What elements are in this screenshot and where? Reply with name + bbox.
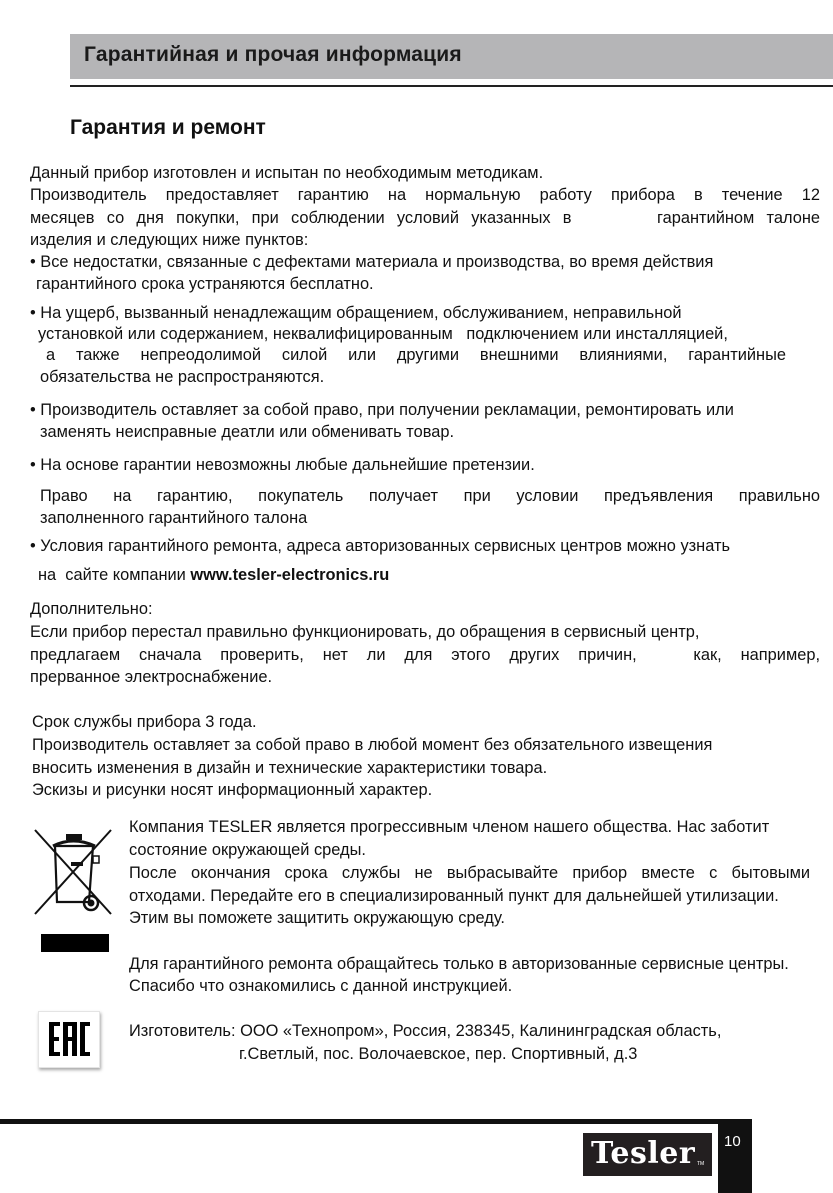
bullet-damage-line2: установкой или содержанием, неквалифицированным подключением или инсталляцией,	[38, 325, 728, 343]
bullet-damage-line1: • На ущерб, вызванный ненадлежащим обращением, обслуживанием, неправильной	[30, 304, 682, 322]
bullet-service-conditions: • Условия гарантийного ремонта, адреса авторизованных сервисных центров можно узнать	[30, 537, 731, 555]
website-prefix: на сайте компании	[38, 566, 191, 584]
additional-line3: прерванное электроснабжение.	[30, 668, 273, 686]
tesler-logo-text: Tesler	[591, 1136, 696, 1171]
header-divider	[70, 85, 833, 87]
warranty-right-line1: Право на гарантию, покупатель получает при условии предъявления правильно	[40, 487, 820, 505]
section-header-bar	[70, 34, 833, 79]
eco-line4: отходами. Передайте его в специализированный пункт для дальнейшей утилизации.	[129, 887, 779, 905]
warranty-text-line1: Производитель предоставляет гарантию на нормальную работу прибора в течение 12	[30, 186, 820, 204]
website-line	[38, 564, 389, 586]
crossed-out-wheelie-bin-icon	[33, 822, 113, 954]
changes-line1: Производитель оставляет за собой право в любой момент без обязательного извещения	[32, 736, 713, 754]
additional-line1: Если прибор перестал правильно функционировать, до обращения в сервисный центр,	[30, 623, 700, 641]
page-section-title: Гарантийная и прочая информация	[84, 43, 462, 66]
service-life: Срок службы прибора 3 года.	[32, 713, 257, 731]
website-link[interactable]: www.tesler-electronics.ru	[190, 566, 390, 584]
sketches-note: Эскизы и рисунки носят информационный характер.	[32, 781, 433, 799]
eco-line2: состояние окружающей среды.	[129, 841, 366, 859]
tesler-logo	[583, 1133, 712, 1176]
page-number-column	[718, 1119, 752, 1193]
bullet-claims: • На основе гарантии невозможны любые дальнейшие претензии.	[30, 456, 535, 474]
manufacturer-line1: Изготовитель: ООО «Технопром», Россия, 238345, Калининградская область,	[129, 1022, 722, 1040]
warranty-text-line3: изделия и следующих ниже пунктов:	[30, 231, 309, 249]
eco-line1: Компания TESLER является прогрессивным членом нашего общества. Нас заботит	[129, 818, 770, 836]
warranty-heading: Гарантия и ремонт	[70, 116, 266, 139]
warranty-text-line2: месяцев со дня покупки, при соблюдении условий указанных в гарантийном талоне	[30, 209, 820, 227]
footer-divider	[0, 1119, 752, 1124]
eac-certification-mark-icon	[38, 1011, 100, 1068]
additional-label: Дополнительно:	[30, 600, 153, 618]
bullet-defects-line1: • Все недостатки, связанные с дефектами материала и производства, во время действия	[30, 253, 714, 271]
bullet-repair-line2: заменять неисправные деатли или обменивать товар.	[40, 423, 455, 441]
eco-line5: Этим вы поможете защитить окружающую среду.	[129, 909, 505, 927]
service-centers-note: Для гарантийного ремонта обращайтесь только в авторизованные сервисные центры.	[129, 955, 789, 973]
eco-line3: После окончания срока службы не выбрасывайте прибор вместе с бытовыми	[129, 864, 810, 882]
manufacturer-line2: г.Светлый, пос. Волочаевское, пер. Спортивный, д.3	[239, 1045, 638, 1063]
warranty-right-line2: заполненного гарантийного талона	[40, 509, 308, 527]
bullet-defects-line2: гарантийного срока устраняются бесплатно.	[36, 275, 374, 293]
trademark-mark: TM	[697, 1161, 705, 1167]
bullet-damage-line3: а также непреодолимой силой или другими внешними влияниями, гарантийные	[46, 346, 786, 364]
additional-line2: предлагаем сначала проверить, нет ли для этого других причин, как, например,	[30, 646, 820, 664]
changes-line2: вносить изменения в дизайн и технические характеристики товара.	[32, 759, 548, 777]
bullet-damage-line4: обязательства не распространяются.	[40, 368, 325, 386]
bullet-repair-line1: • Производитель оставляет за собой право, при получении рекламации, ремонтировать или	[30, 401, 734, 419]
intro-text: Данный прибор изготовлен и испытан по необходимым методикам.	[30, 164, 544, 182]
thanks-note: Спасибо что ознакомились с данной инструкцией.	[129, 977, 513, 995]
page-number: 10	[724, 1133, 741, 1150]
